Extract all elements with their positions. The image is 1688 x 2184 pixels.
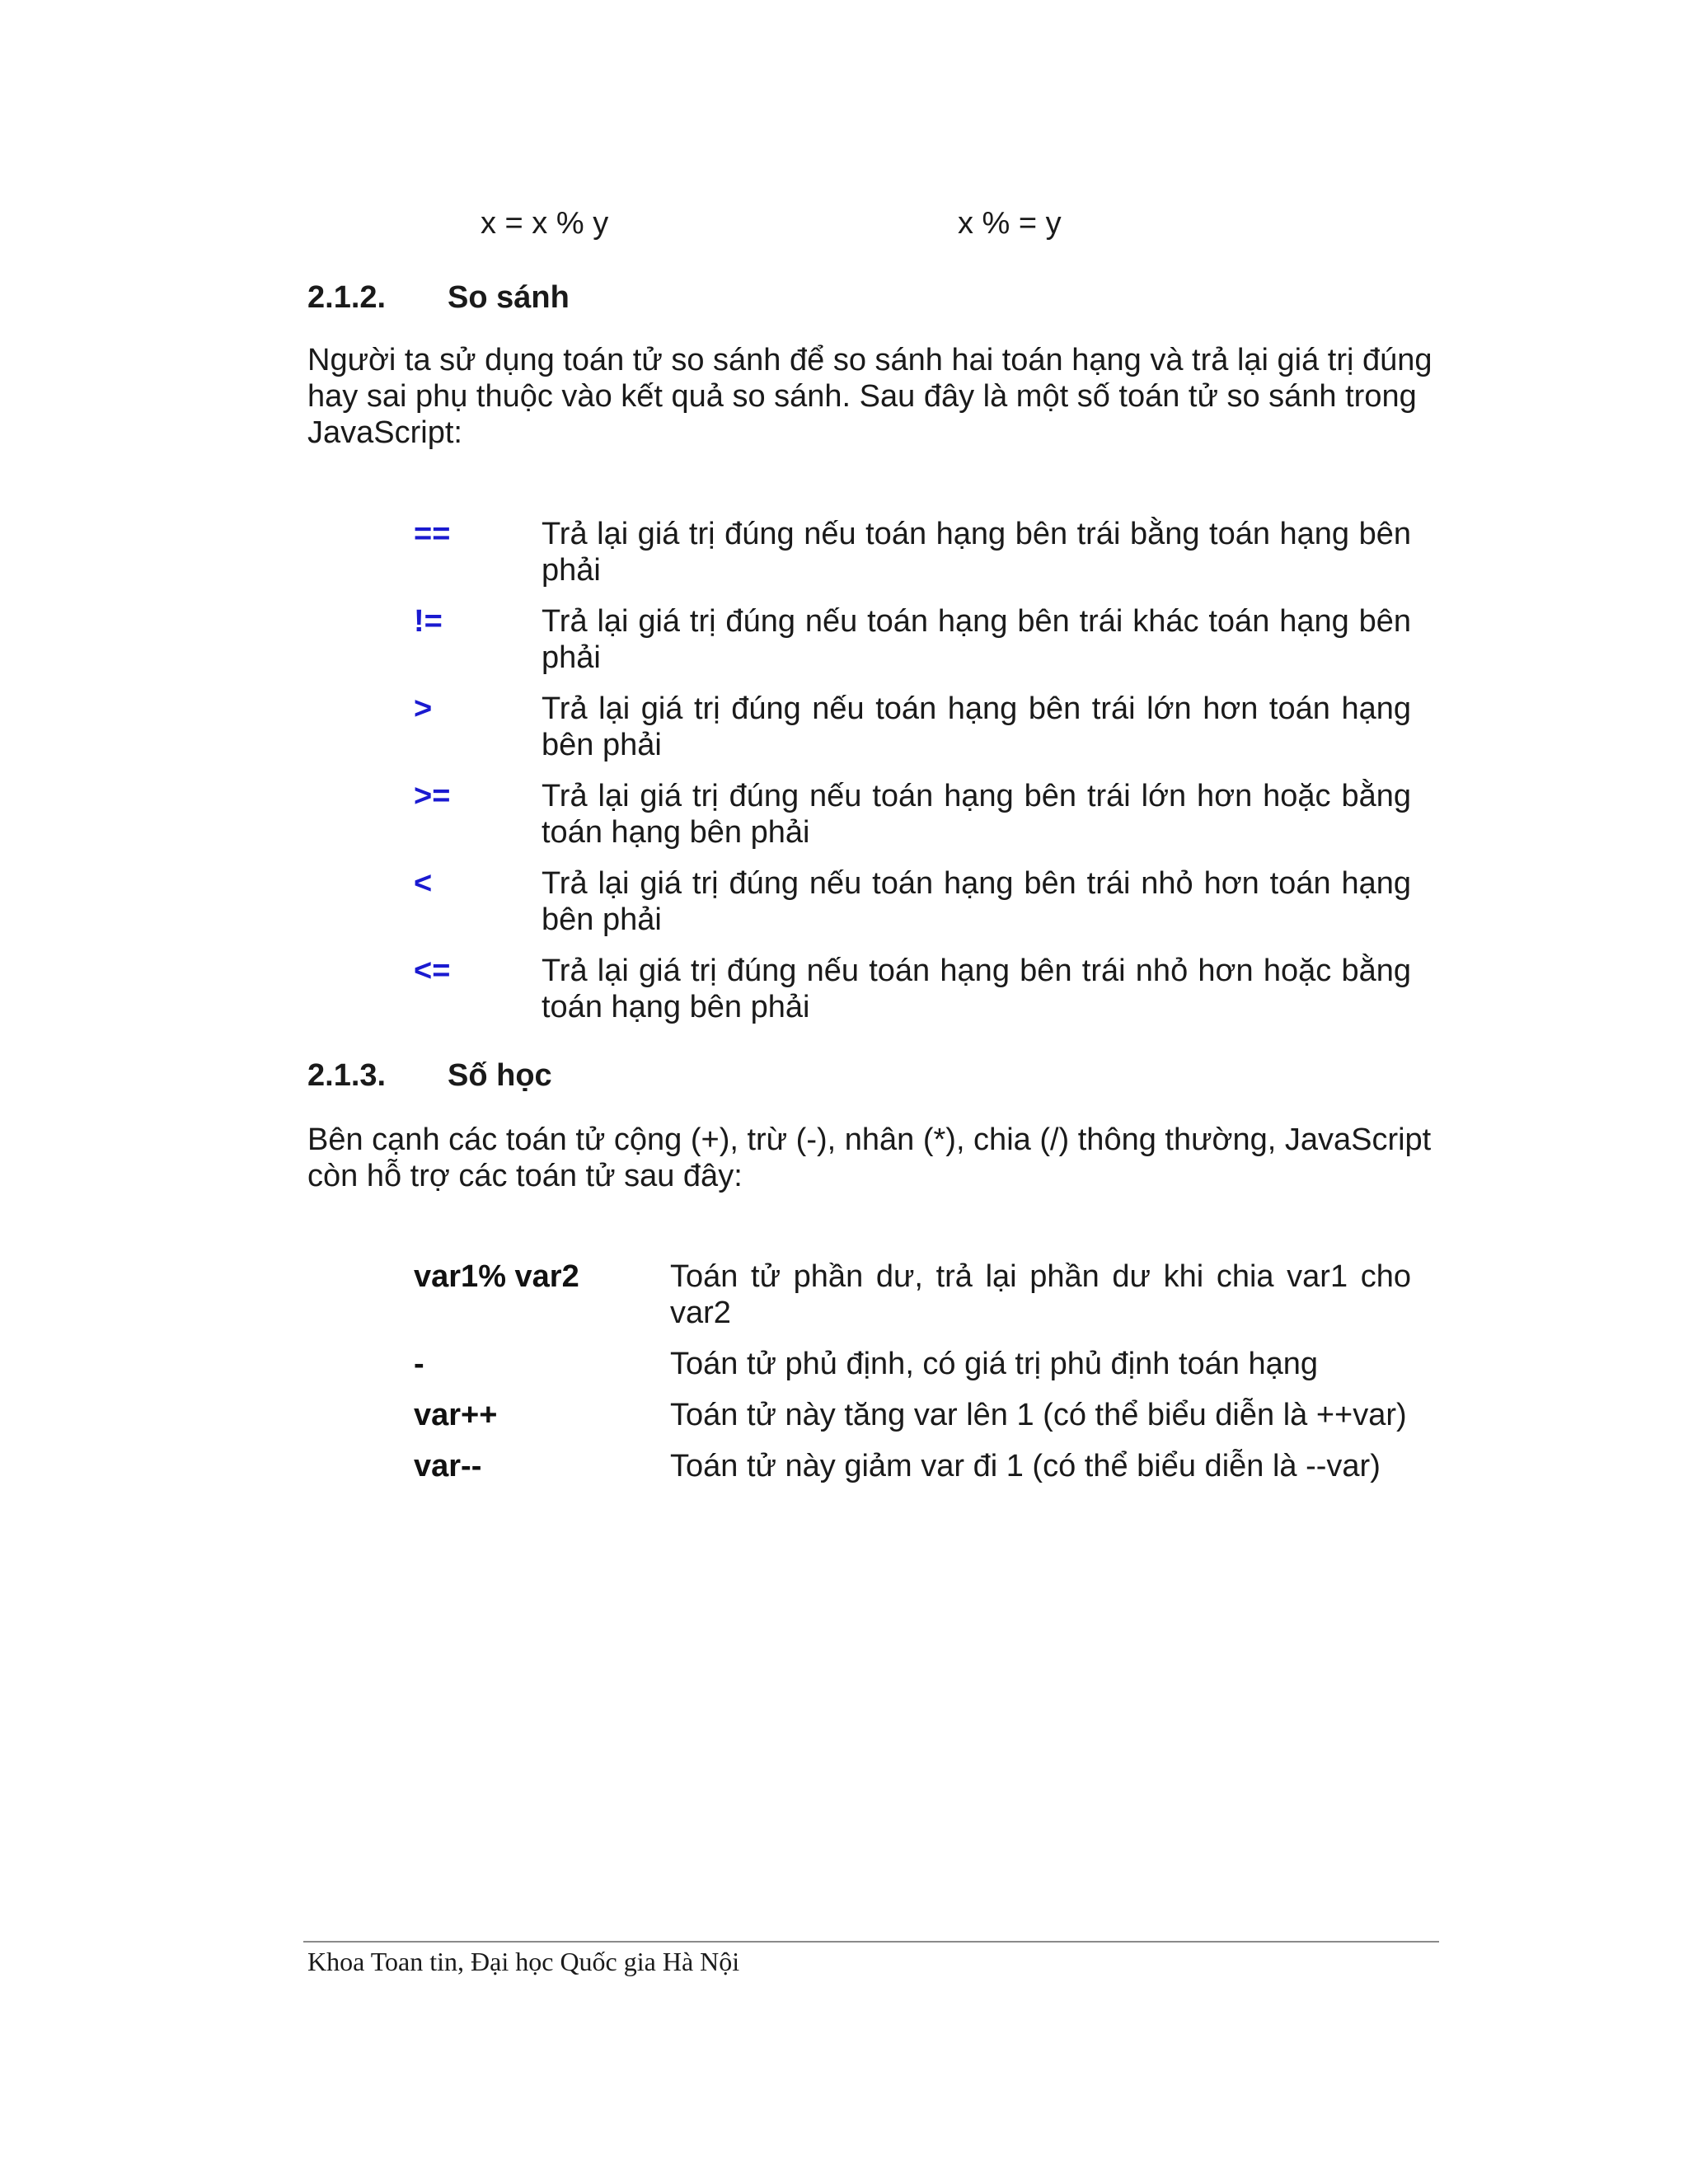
arithmetic-operator-list (414, 1258, 1411, 1499)
list-item (414, 516, 1411, 603)
section-number: 2.1.2. (307, 280, 387, 315)
comparison-intro-paragraph: Người ta sử dụng toán tử so sánh để so sánh hai toán hạng và trả lại giá trị đúng hay sai phụ thuộc vào kết quả so sánh. Sau đây là một số toán tử so sánh trong JavaScript: (307, 343, 1432, 450)
list-item (414, 953, 1411, 1040)
operator-symbol: == (414, 517, 451, 551)
list-item (414, 1346, 1411, 1397)
list-item (414, 778, 1411, 865)
assignment-example-row (0, 206, 1688, 247)
footer-divider (303, 1941, 1439, 1943)
list-item (414, 865, 1411, 953)
list-item (414, 1397, 1411, 1448)
page-footer: Khoa Toan tin, Đại học Quốc gia Hà Nội (307, 1947, 740, 1976)
operator-symbol: <= (414, 954, 451, 988)
section-title: Số học (448, 1058, 552, 1093)
section-heading-arithmetic (307, 1058, 552, 1094)
operator-description: Trả lại giá trị đúng nếu toán hạng bên trái lớn hơn toán hạng bên phải (542, 691, 1411, 762)
operator-description: Trả lại giá trị đúng nếu toán hạng bên trái nhỏ hơn toán hạng bên phải (542, 866, 1411, 937)
operator-symbol: var1% var2 (414, 1259, 579, 1294)
operator-symbol: var++ (414, 1398, 498, 1432)
section-heading-comparison (307, 280, 570, 316)
operator-symbol: - (414, 1347, 424, 1381)
section-title: So sánh (448, 280, 570, 315)
list-item (414, 1258, 1411, 1346)
operator-symbol: != (414, 604, 443, 639)
list-item (414, 691, 1411, 778)
assignment-long-form: x = x % y (481, 206, 609, 241)
operator-description: Toán tử này giảm var đi 1 (có thể biểu diễn là --var) (670, 1449, 1381, 1483)
operator-description: Trả lại giá trị đúng nếu toán hạng bên trái khác toán hạng bên phải (542, 604, 1411, 675)
operator-description: Toán tử phủ định, có giá trị phủ định toán hạng (670, 1347, 1319, 1381)
list-item (414, 603, 1411, 691)
operator-description: Trả lại giá trị đúng nếu toán hạng bên trái bằng toán hạng bên phải (542, 517, 1411, 588)
section-number: 2.1.3. (307, 1058, 387, 1093)
assignment-short-form: x % = y (958, 206, 1062, 241)
operator-symbol: >= (414, 779, 451, 813)
operator-description: Toán tử phần dư, trả lại phần dư khi chia var1 cho var2 (670, 1259, 1411, 1330)
operator-symbol: > (414, 691, 433, 726)
operator-description: Trả lại giá trị đúng nếu toán hạng bên trái nhỏ hơn hoặc bằng toán hạng bên phải (542, 954, 1411, 1024)
operator-symbol: var-- (414, 1449, 482, 1483)
operator-symbol: < (414, 866, 433, 901)
operator-description: Trả lại giá trị đúng nếu toán hạng bên trái lớn hơn hoặc bằng toán hạng bên phải (542, 779, 1411, 850)
operator-description: Toán tử này tăng var lên 1 (có thể biểu diễn là ++var) (670, 1398, 1407, 1432)
list-item (414, 1448, 1411, 1499)
comparison-operator-list (414, 516, 1411, 1040)
arithmetic-intro-paragraph: Bên cạnh các toán tử cộng (+), trừ (-), nhân (*), chia (/) thông thường, JavaScript còn hỗ trợ các toán tử sau đây: (307, 1122, 1432, 1193)
